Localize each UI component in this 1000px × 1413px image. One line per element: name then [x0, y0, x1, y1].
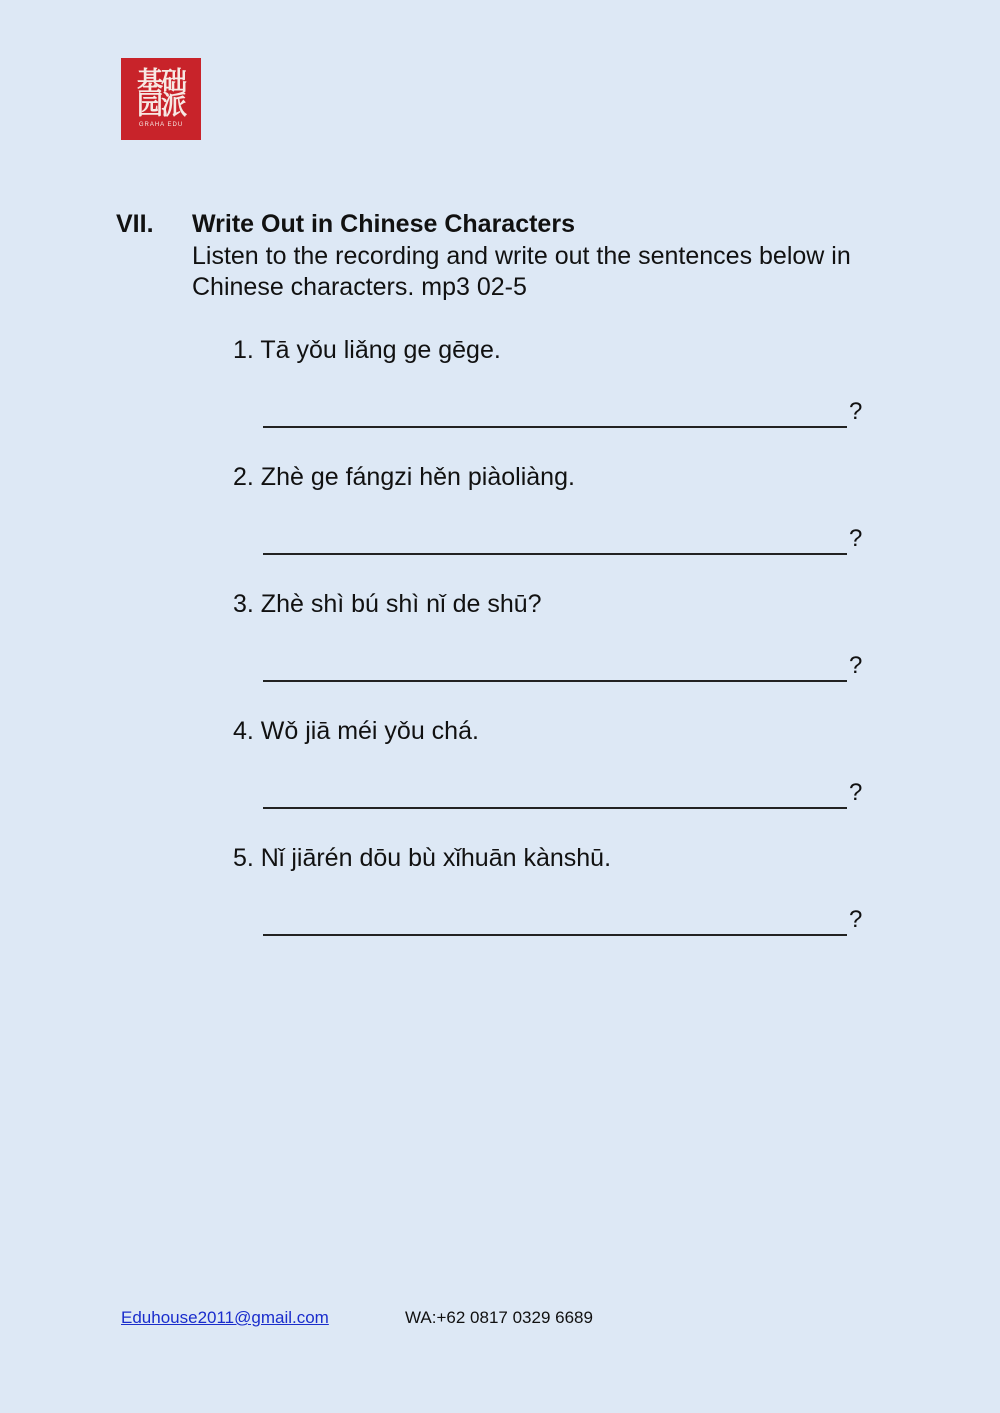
- answer-suffix-1: ?: [849, 398, 863, 425]
- answer-suffix-4: ?: [849, 779, 863, 806]
- answer-suffix-2: ?: [849, 525, 863, 552]
- answer-suffix-3: ?: [849, 652, 863, 679]
- answer-line-4[interactable]: [263, 797, 847, 809]
- logo-glyph-top: 基础: [136, 67, 185, 97]
- section-title: Write Out in Chinese Characters: [192, 210, 575, 238]
- answer-line-5[interactable]: [263, 924, 847, 936]
- footer-whatsapp: WA:+62 0817 0329 6689: [405, 1308, 593, 1327]
- exercise-item-1: 1. Tā yǒu liǎng ge gēge.: [233, 336, 501, 364]
- logo-subtitle: GRAHA EDU: [138, 122, 184, 128]
- answer-suffix-5: ?: [849, 906, 863, 933]
- answer-line-2[interactable]: [263, 543, 847, 555]
- footer-email-link[interactable]: Eduhouse2011@gmail.com: [121, 1308, 329, 1327]
- answer-line-1[interactable]: [263, 416, 847, 428]
- section-number: VII.: [116, 210, 154, 238]
- exercise-item-2: 2. Zhè ge fángzi hěn piàoliàng.: [233, 463, 575, 491]
- exercise-item-3: 3. Zhè shì bú shì nǐ de shū?: [233, 590, 542, 618]
- logo: [121, 58, 201, 140]
- section-instruction: Listen to the recording and write out the sentences below in Chinese characters. mp3 02-5: [192, 242, 851, 301]
- exercise-item-5: 5. Nǐ jiārén dōu bù xǐhuān kànshū.: [233, 844, 612, 872]
- exercise-item-4: 4. Wǒ jiā méi yǒu chá.: [233, 717, 479, 745]
- logo-glyph-bottom: 园派: [136, 91, 185, 121]
- answer-line-3[interactable]: [263, 670, 847, 682]
